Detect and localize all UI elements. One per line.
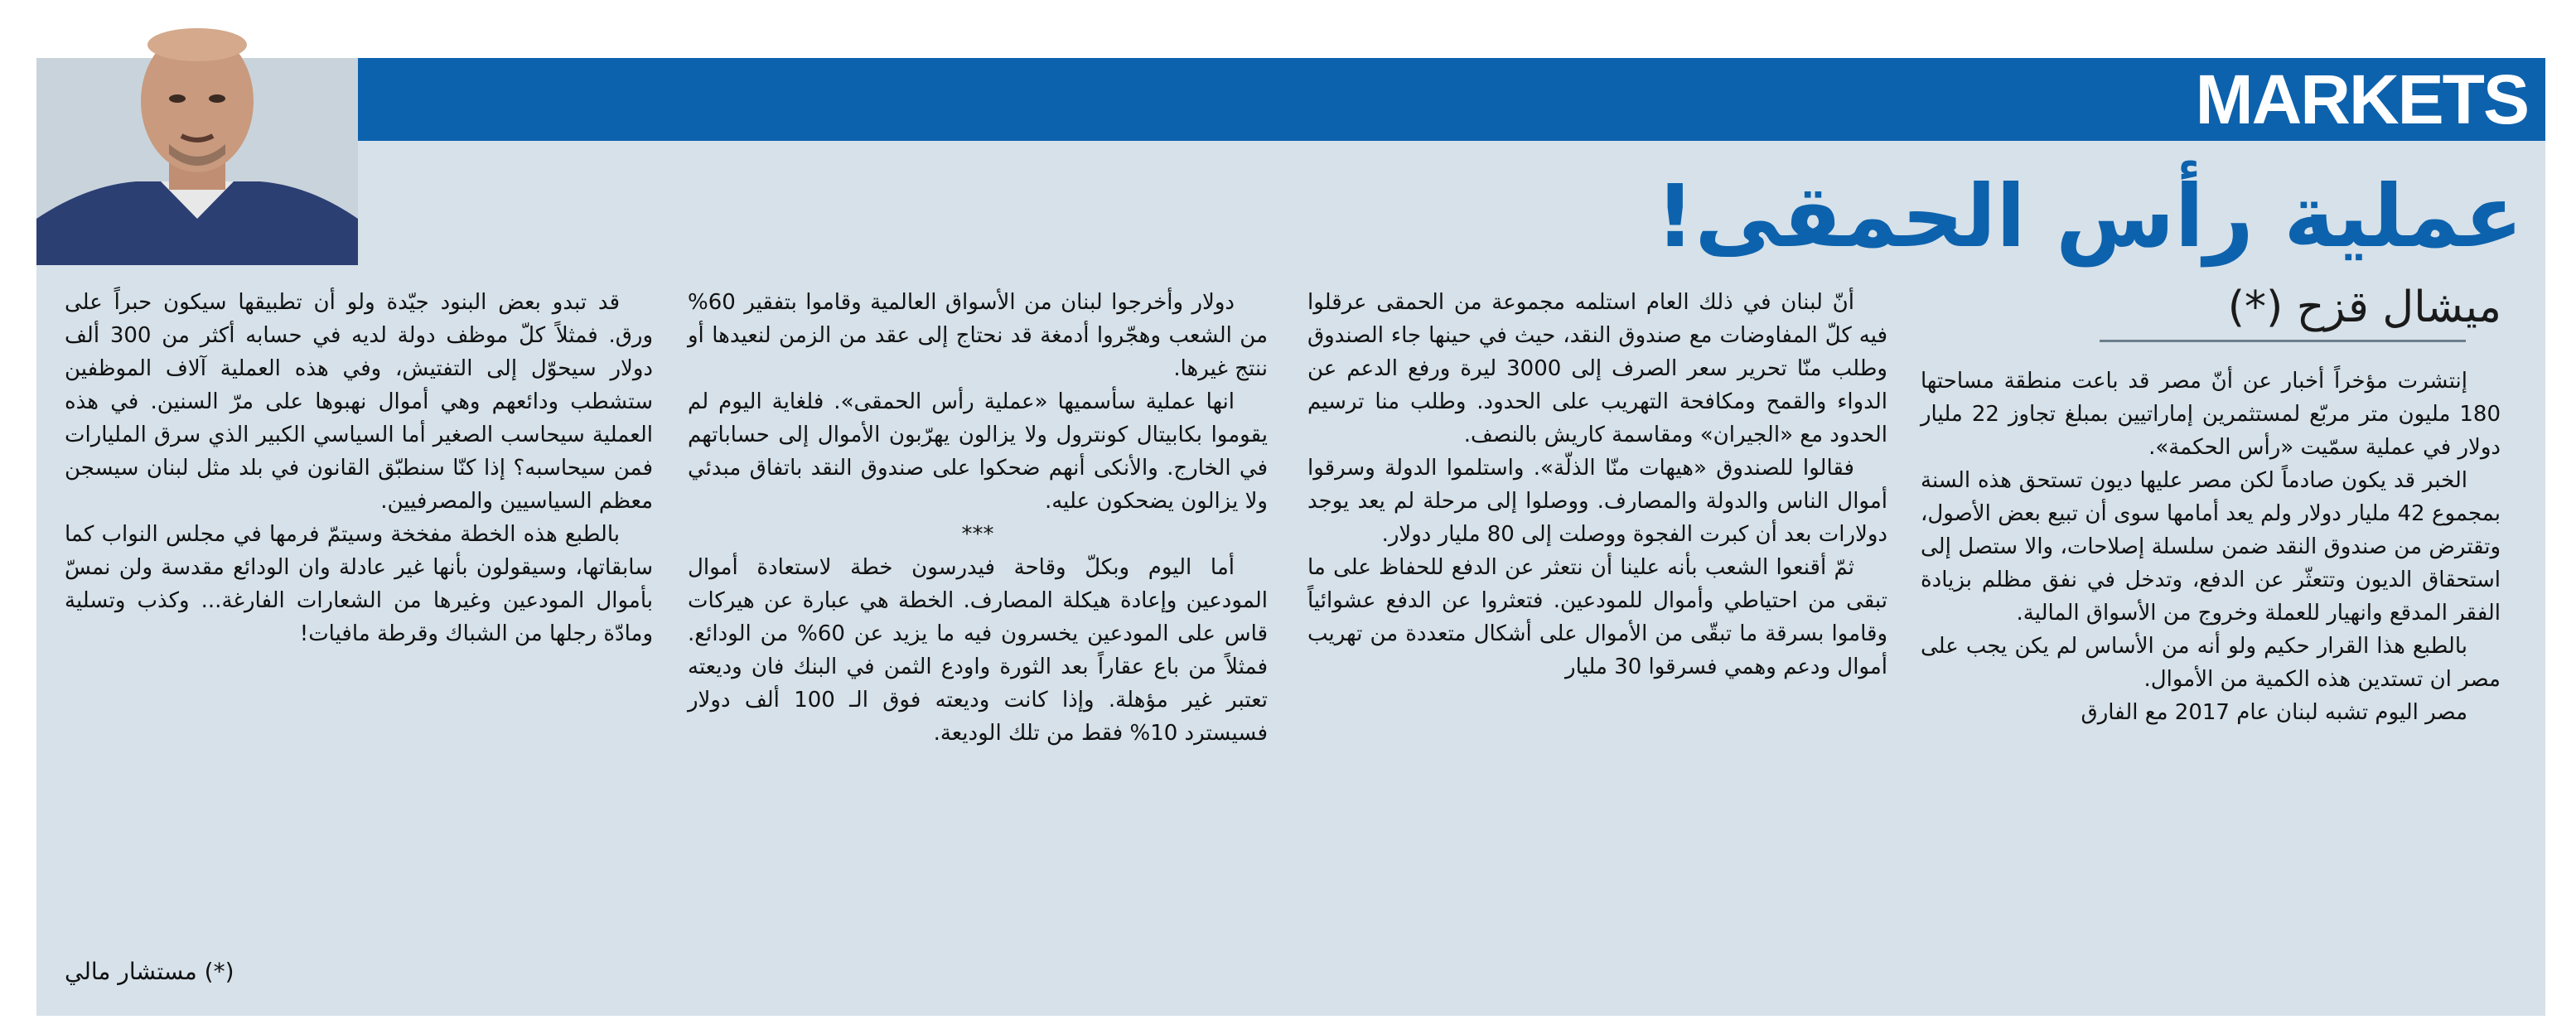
paragraph: الخبر قد يكون صادماً لكن مصر عليها ديون تستحق هذه السنة بمجموع 42 مليار دولار ولم يعد أمامها سوى أن تبيع بعض الأصول، وتقترض من صندوق النقد ضمن سلسلة إصلاحات، والا ستصل إلى استحقاق الديون وتتعثّر عن الدفع، وتدخل في نفق مظلم بزيادة الفقر المدقع وانهيار للعملة وخروج من الأسواق المالية. [1921,468,2501,626]
section-label: MARKETS [2195,60,2528,138]
paragraph: قد تبدو بعض البنود جيّدة ولو أن تطبيقها سيكون حبراً على ورق. فمثلاً كلّ موظف دولة لديه في حسابه أكثر من 300 ألف دولار سيحوّل إلى التفتيش، وفي هذه العملية آلاف الموظفين ستشطب ودائعهم وهي أموال نهبوها على مرّ السنين. في هذه العملية سيحاسب الصغير أما السياسي الكبير الذي سرق المليارات فمن سيحاسبه؟ إذا كنّا سنطبّق القانون في بلد مثل لبنان سيسجن معظم السياسيين والمصرفيين. [65,290,654,514]
section-banner [36,58,2545,141]
article-column-2 [1307,286,1887,994]
paragraph: ثمّ أقنعوا الشعب بأنه علينا أن نتعثر عن الدفع للحفاظ على ما تبقى من احتياطي وأموال للمودعين. فتعثروا عن الدفع عشوائياً وقاموا بسرقة ما تبقّى من الأموال على أشكال متعددة من تهريب أموال ودعم وهمي فسرقوا 30 مليار [1307,555,1887,679]
article-column-3 [688,286,1268,994]
paragraph: مصر اليوم تشبه لبنان عام 2017 مع الفارق [2081,700,2467,725]
paragraph: بالطبع هذه الخطة مفخخة وسيتمّ فرمها في مجلس النواب كما سابقاتها، وسيقولون بأنها غير عادلة وان الودائع مقدسة ولن نمسّ بأموال المودعين وغيرها من الشعارات الفارغة... وكذب وتسلية ومادّة رجلها من الشباك وقرطة مافيات! [65,522,653,646]
author-byline: ميشال قزح (*) [2227,283,2501,332]
author-footnote: (*) مستشار مالي [65,958,234,985]
paragraph: دولار وأخرجوا لبنان من الأسواق العالمية وقاموا بتفقير 60% من الشعب وهجّروا أدمغة قد نحتاج إلى عقد من الزمن لنعيدها أو ننتج غيرها. [688,290,1268,381]
paragraph: أما اليوم وبكلّ وقاحة فيدرسون خطة لاستعادة أموال المودعين وإعادة هيكلة المصارف. الخطة هي عبارة عن هيركات قاس على المودعين يخسرون فيه ما يزيد عن 60% من الودائع. فمثلاً من باع عقاراً بعد الثورة واودع الثمن في البنك فان وديعته تعتبر غير مؤهلة. وإذا كانت وديعته فوق الـ 100 ألف دولار فسيسترد 10% فقط من تلك الوديعة. [688,555,1269,746]
article-column-4 [65,286,653,940]
author-portrait-icon [36,12,358,265]
article-headline: عملية رأس الحمقى! [1655,166,2523,267]
paragraph: أنّ لبنان في ذلك العام استلمه مجموعة من الحمقى عرقلوا فيه كلّ المفاوضات مع صندوق النقد، حيث في حينها جاء الصندوق وطلب منّا تحرير سعر الصرف إلى 3000 ليرة ورفع الدعم عن الدواء والقمح ومكافحة التهريب على الحدود. وطلب منا ترسيم الحدود مع «الجيران» ومقاسمة كاريش بالنصف. [1307,290,1887,447]
byline-divider [2100,340,2466,342]
paragraph: فقالوا للصندوق «هيهات منّا الذلّة». واستلموا الدولة وسرقوا أموال الناس والدولة والمصارف. ووصلوا إلى مرحلة لم يعد يوجد دولارات بعد أن كبرت الفجوة ووصلت إلى 80 مليار دولار. [1307,456,1887,547]
paragraph: بالطبع هذا القرار حكيم ولو أنه من الأساس لم يكن يجب على مصر ان تستدين هذه الكمية من الأموال. [1921,634,2501,692]
article-column-1 [1921,365,2501,994]
paragraph: إنتشرت مؤخراً أخبار عن أنّ مصر قد باعت منطقة مساحتها 180 مليون متر مربّع لمستثمرين إماراتيين بمبلغ تجاوز 22 مليار دولار في عملية سمّيت «رأس الحكمة». [1921,369,2501,460]
paragraph: انها عملية سأسميها «عملية رأس الحمقى». فلغاية اليوم لم يقوموا بكابيتال كونترول ولا يزالون يهرّبون الأموال إلى حساباتهم في الخارج. والأنكى أنهم ضحكوا على صندوق النقد باتفاق مبدئي ولا يزالون يضحكون عليه. [688,389,1268,514]
section-separator: *** [961,522,994,547]
